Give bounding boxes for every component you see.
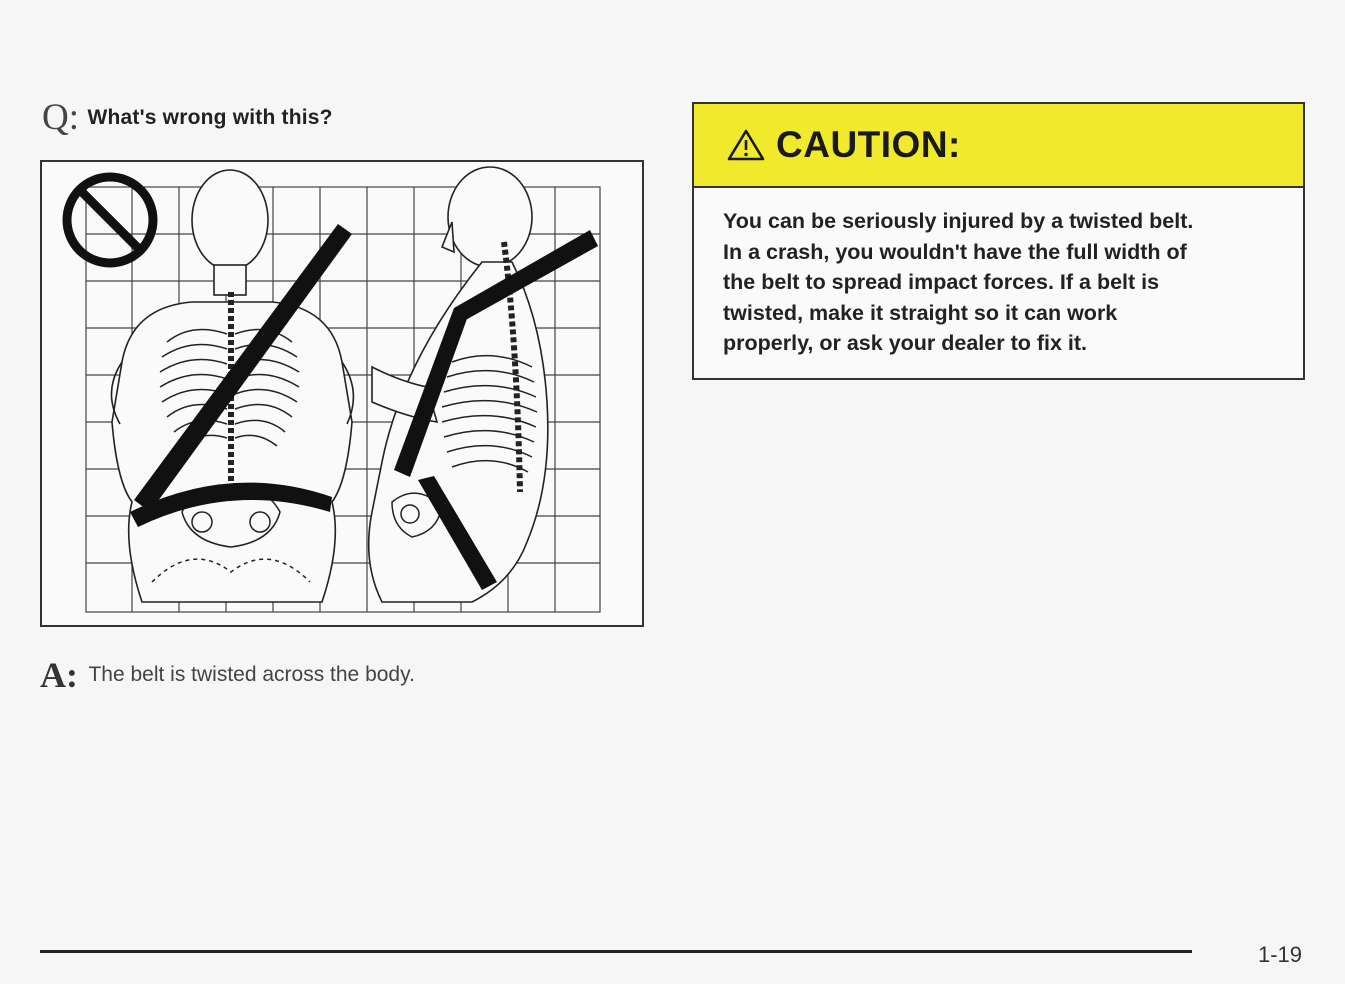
caution-line: In a crash, you wouldn't have the full width of <box>723 239 1187 264</box>
answer-label: A: <box>40 655 78 695</box>
twisted-belt-illustration <box>40 160 644 627</box>
caution-line: twisted, make it straight so it can work <box>723 300 1118 325</box>
caution-title: CAUTION: <box>776 124 961 165</box>
caution-line: properly, or ask your dealer to fix it. <box>723 331 1088 355</box>
caution-line: the belt to spread impact forces. If a belt is <box>723 270 1160 294</box>
caution-box <box>692 102 1305 380</box>
warning-triangle-icon <box>726 128 766 162</box>
footer-rule <box>40 950 1192 953</box>
answer-text: The belt is twisted across the body. <box>88 663 415 686</box>
question-text: What's wrong with this? <box>87 105 333 129</box>
question-line <box>42 96 333 136</box>
caution-header <box>694 104 1303 188</box>
question-label: Q: <box>42 97 79 138</box>
page-number: 1-19 <box>1258 942 1303 967</box>
caution-text <box>694 188 1303 359</box>
answer-line <box>40 654 415 696</box>
prohibited-icon <box>67 177 153 263</box>
caution-line: You can be seriously injured by a twisted belt. <box>723 209 1194 233</box>
